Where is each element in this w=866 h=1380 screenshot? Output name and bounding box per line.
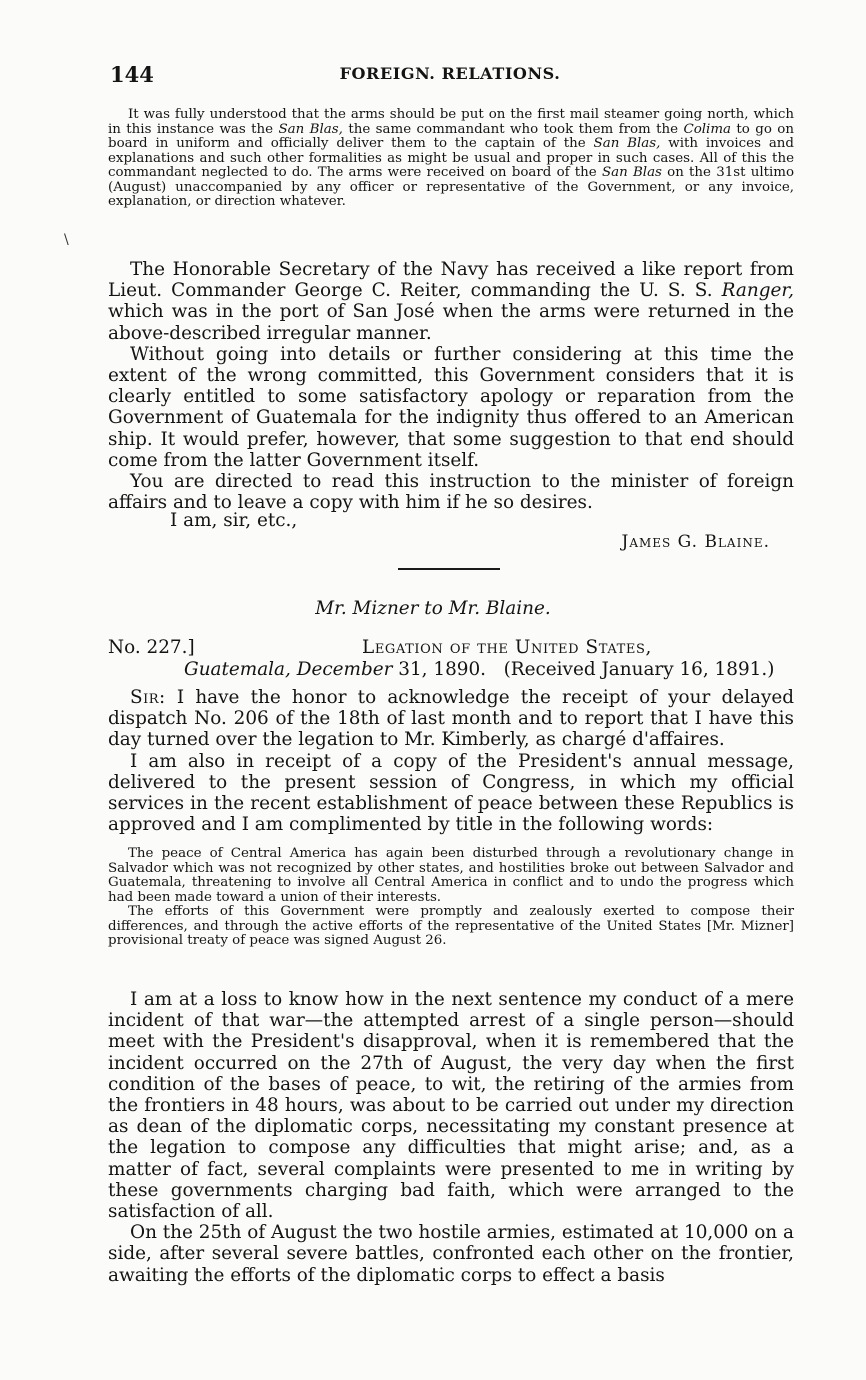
instruction-body [108, 259, 794, 513]
message-quote-paragraph-2: The efforts of this Government were promptly and zealously exerted to compose their differences, and through the active efforts of the representative of the United States [Mr. Mizner] provisional treaty of peace was signed August 26. [108, 904, 794, 948]
page-header [110, 62, 790, 86]
letter-paragraph-4: On the 25th of August the two hostile armies, estimated at 10,000 on a side, after several severe battles, confronted each other on the frontier, awaiting the efforts of the diplomatic corps to effect a basis [108, 1222, 794, 1286]
margin-mark: \ [64, 232, 69, 248]
instruction-paragraph-3: You are directed to read this instruction to the minister of foreign affairs and to leave a copy with him if he so desires. [108, 471, 794, 514]
running-title: FOREIGN. RELATIONS. [339, 64, 561, 83]
page-number: 144 [110, 62, 154, 87]
letter-paragraph-1: Sir: I have the honor to acknowledge the receipt of your delayed dispatch No. 206 of the 18th of last month and to report that I have this day turned over the legation to Mr. Kimberly, as chargé d'affaires. [108, 687, 794, 751]
letter-heading: Mr. Mizner to Mr. Blaine. [315, 598, 551, 619]
message-quote-paragraph-1: The peace of Central America has again been disturbed through a revolutionary change in Salvador which was not recognized by other states, and hostilities broke out between Salvador and Guatemala, threatening to involve all Central America in conflict and to undo the progress which had been made toward a union of their interests. [108, 846, 794, 905]
document-number: No. 227.] [108, 637, 195, 658]
letter-paragraph-2: I am also in receipt of a copy of the President's annual message, delivered to the present session of Congress, in which my official services in the recent establishment of peace between these Republics is approved and I am complimented by title in the following words: [108, 750, 794, 836]
quoted-report-paragraph: It was fully understood that the arms should be put on the first mail steamer going north, which in this instance was the San Blas, the same commandant who took them from the Colima to go on board in uniform and officially deliver them to the captain of the San Blas, with invoices and explanations and such other formalities as might be usual and proper in such cases. All of this the commandant neglected to do. The arms were received on board of the San Blas on the 31st ultimo (August) unaccompanied by any officer or representative of the Government, or any invoice, explanation, or direction whatever. [108, 107, 795, 209]
message-quote [108, 847, 794, 949]
letter-paragraph-3: I am at a loss to know how in the next sentence my conduct of a mere incident of that war—the attempted arrest of a single person—should meet with the President's disapproval, when it is remembered that the incident occurred on the 27th of August, the very day when the first condition of the bases of peace, to wit, the retiring of the armies from the frontiers in 48 hours, was about to be carried out under my direction as dean of the diplomatic corps, necessitating my constant presence at the legation to compose any difficulties that might arise; and, as a matter of fact, several complaints were presented to me in writing by these governments charging bad faith, which were arranged to the satisfaction of all. [108, 989, 794, 1223]
letter-continued [108, 989, 794, 1286]
quoted-report [108, 108, 794, 210]
instruction-paragraph-2: Without going into details or further considering at this time the extent of the wrong committed, this Government considers that it is clearly entitled to some satisfactory apology or reparation from the Government of Guatemala for the indignity thus offered to an American ship. It would prefer, however, that some suggestion to that end should come from the latter Government itself. [108, 343, 794, 471]
letter-date: Guatemala, December 31, 1890. (Received January 16, 1891.) [184, 659, 775, 680]
closing-line: I am, sir, etc., [170, 510, 298, 531]
instruction-paragraph-1: The Honorable Secretary of the Navy has received a like report from Lieut. Commander George C. Reiter, commanding the U. S. S. Ranger, which was in the port of San José when the arms were returned in the above-described irregular manner. [108, 259, 794, 344]
received-date: (Received January 16, 1891.) [503, 659, 775, 680]
letter-body [108, 687, 794, 835]
signature: James G. Blaine. [621, 532, 770, 552]
letter-dateline [108, 637, 794, 659]
section-divider [398, 568, 500, 570]
salutation: Sir: [130, 687, 166, 708]
legation-name: Legation of the United States, [362, 637, 652, 658]
